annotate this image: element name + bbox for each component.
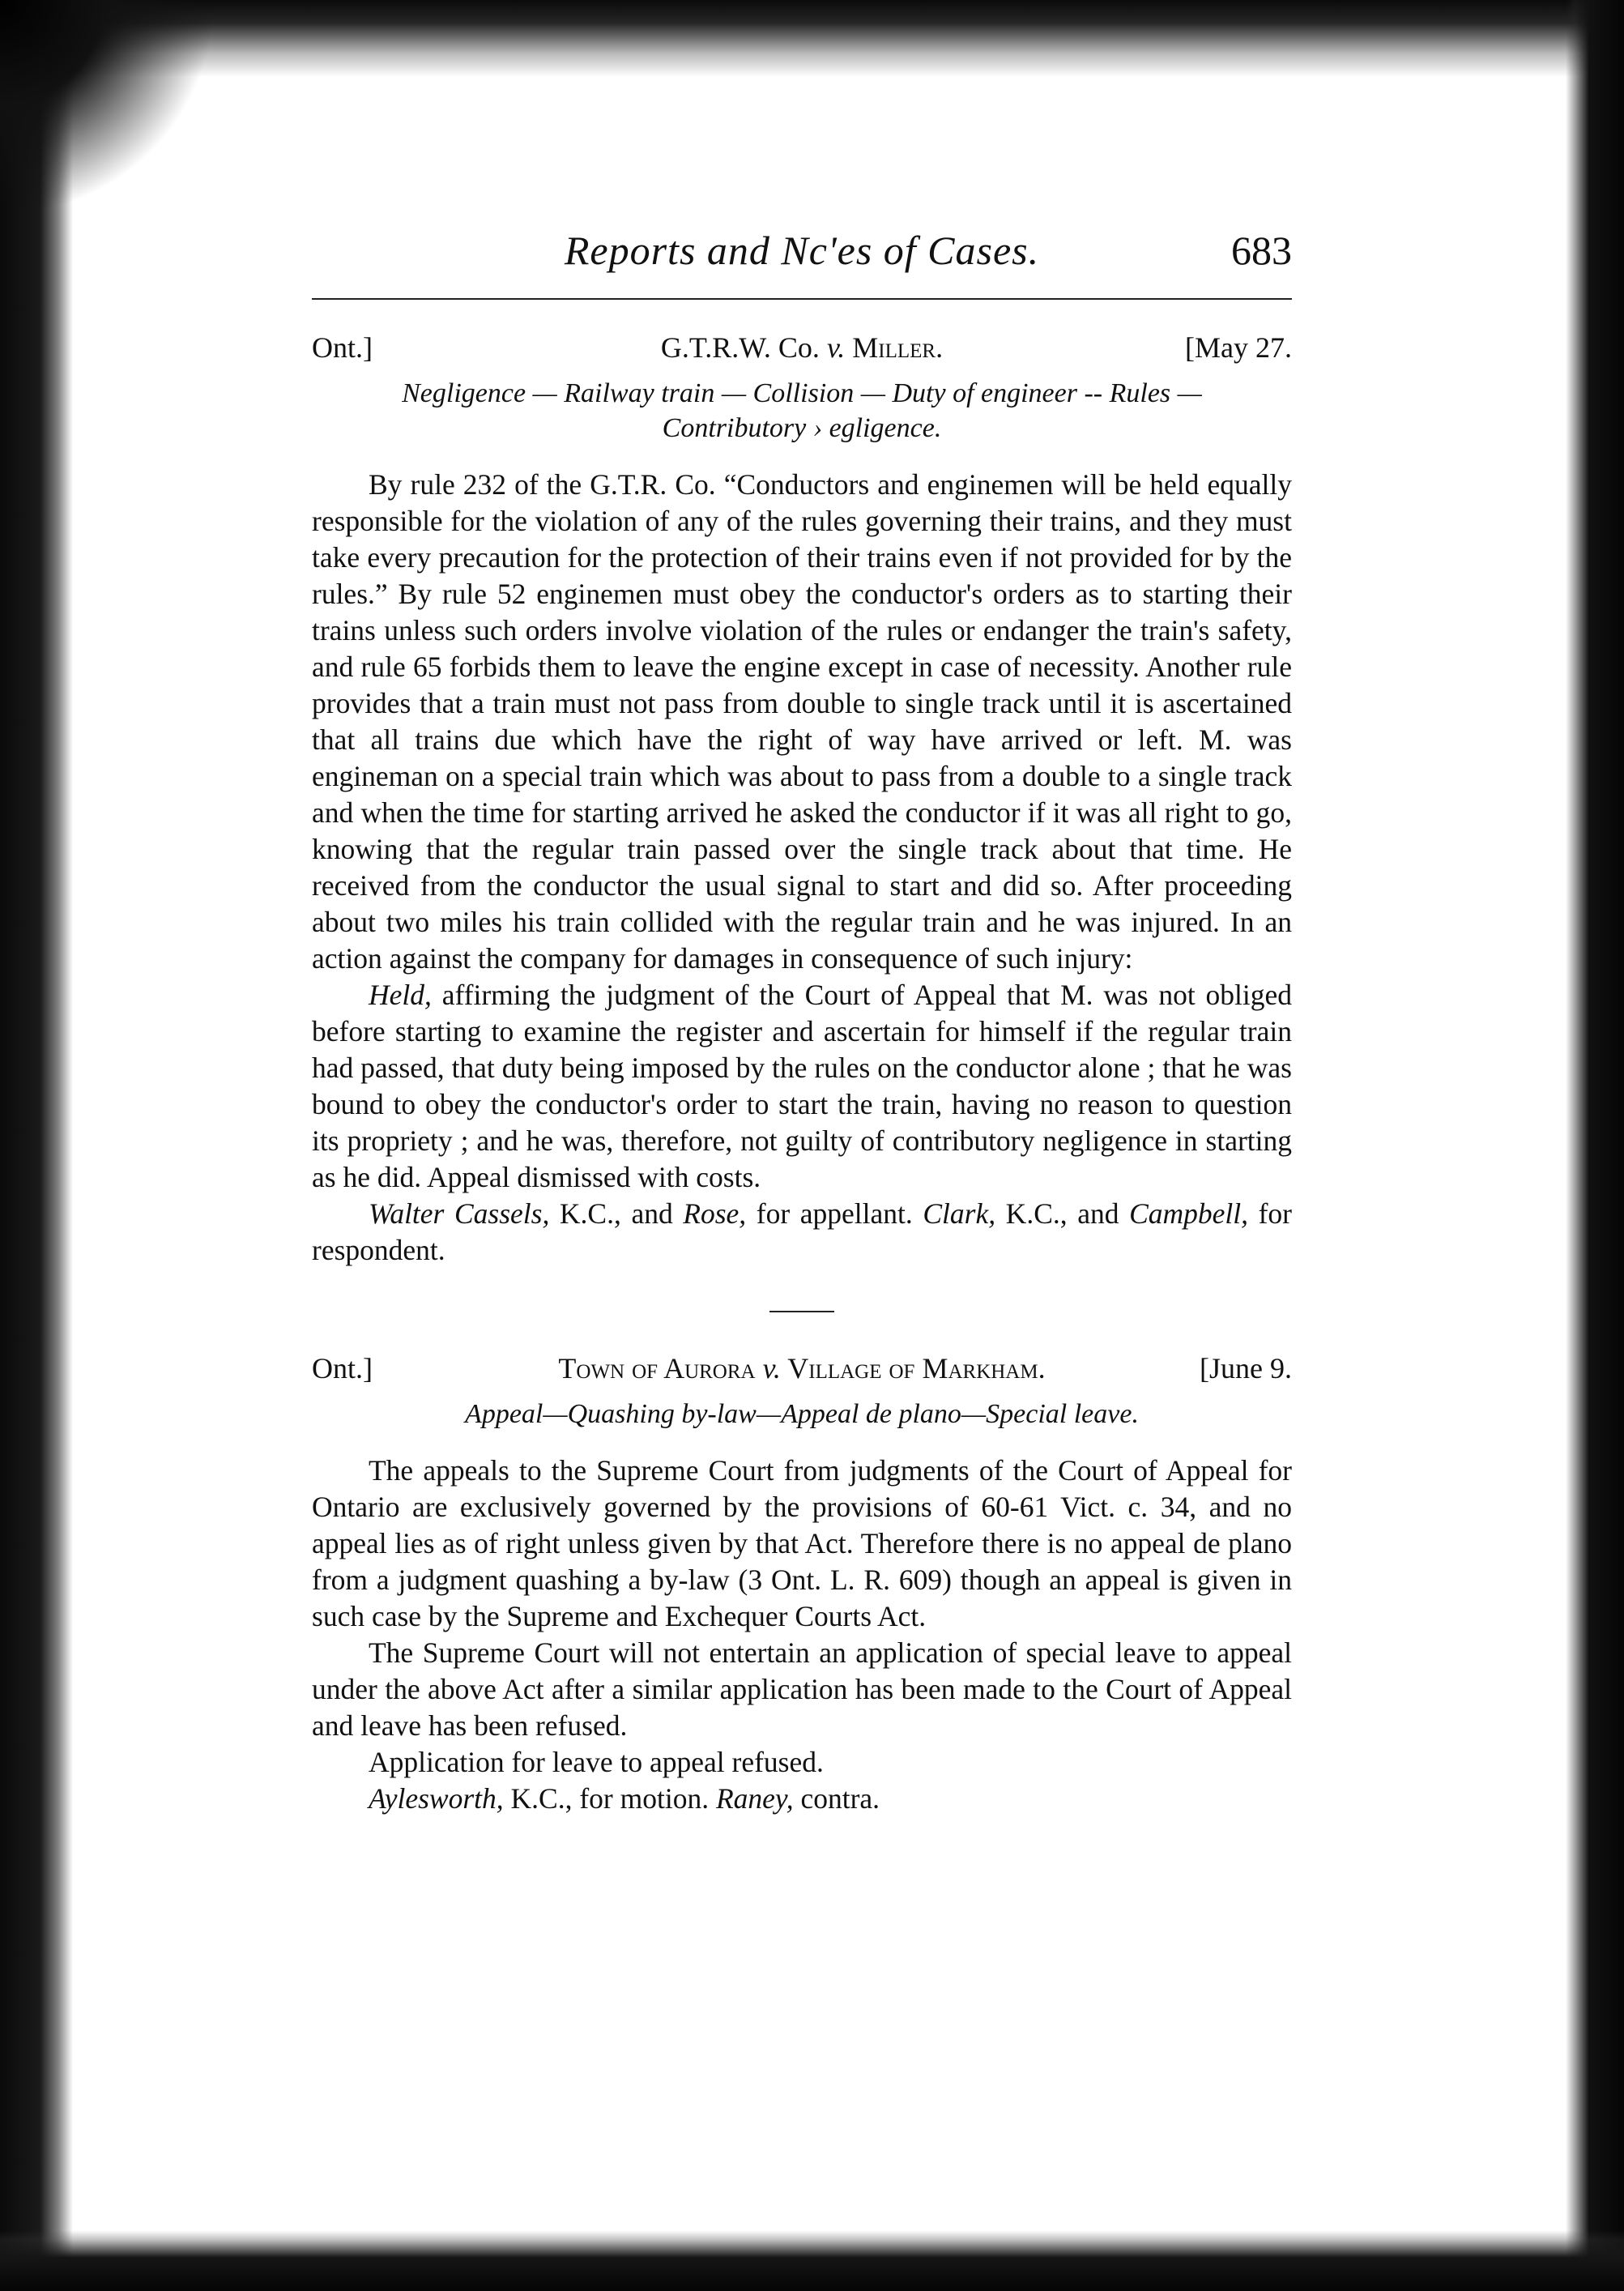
case-title-prefix: Town of Aurora (558, 1352, 763, 1384)
case-title-versus: v. (826, 331, 846, 364)
case-aurora (312, 1351, 1292, 1817)
page-content (312, 227, 1292, 1817)
case-heading (312, 1351, 1292, 1400)
headnote-line: Negligence — Railway train — Collision — Duty of engineer -- Rules — (402, 378, 1202, 408)
scan-edge-top (0, 0, 1624, 77)
case-title (312, 1351, 1292, 1385)
case-paragraph: The Supreme Court will not entertain an application of special leave to appeal under the above Act after a similar application has been made to the Court of Appeal and leave has been refused. (312, 1636, 1292, 1742)
case-paragraph: The appeals to the Supreme Court from judgments of the Court of Appeal for Ontario are exclusively governed by the provisions of 60-61 Vict. c. 34, and no appeal lies as of right unless given by that Act. Therefore there is no appeal de plano from a judgment quashing a by-law (3 Ont. L. R. 609) though an appeal is given in such case by the Supreme and Exchequer Courts Act. (312, 1454, 1292, 1632)
case-headnote: Appeal—Quashing by-law—Appeal de plano—Special leave. (465, 1399, 1139, 1429)
case-disposition: Application for leave to appeal refused. (369, 1746, 824, 1778)
case-holding (312, 977, 1292, 1196)
counsel-name: Clark, (923, 1197, 996, 1230)
counsel-text: K.C., and (549, 1197, 684, 1230)
case-headnote (312, 376, 1292, 446)
scan-edge-bottom (0, 2230, 1624, 2291)
page-number: 683 (1231, 228, 1292, 273)
case-date: [May 27. (1185, 331, 1292, 364)
counsel-text: K.C., for motion. (503, 1782, 716, 1815)
held-label: Held, (369, 979, 432, 1011)
case-heading (312, 331, 1292, 379)
case-divider (769, 1311, 834, 1312)
counsel-line (312, 1196, 1292, 1269)
case-title-party: Village of Markham. (780, 1352, 1046, 1384)
counsel-text: K.C., and (995, 1197, 1130, 1230)
counsel-name: Aylesworth, (369, 1782, 504, 1815)
case-title-party: Miller. (845, 331, 944, 364)
case-province: Ont.] (312, 331, 373, 364)
case-date: [June 9. (1200, 1352, 1292, 1384)
scan-corner-shadow (0, 0, 211, 211)
holding-text: affirming the judgment of the Court of Appeal that M. was not obliged before starting to examine the register and ascertain for himself if the regular train had passed, that duty being imposed by the rules on the conductor alone ; that he was bound to obey the conductor's order to start the train, having no reason to question its propriety ; and he was, therefore, not guilty of contributory negligence in starting as he did. Appeal dismissed with costs. (312, 979, 1292, 1193)
case-title-prefix: G.T.R.W. Co. (660, 331, 827, 364)
counsel-text: contra. (793, 1782, 880, 1815)
running-title: Reports and Nc'es of Cases. (564, 228, 1040, 273)
case-title (312, 331, 1292, 365)
running-head (312, 227, 1292, 292)
counsel-name: Rose, (683, 1197, 747, 1230)
counsel-name: Campbell, (1129, 1197, 1248, 1230)
case-province: Ont.] (312, 1352, 373, 1384)
headnote-line: Contributory › egligence. (662, 413, 942, 443)
scan-edge-right (1566, 0, 1624, 2291)
case-paragraph: By rule 232 of the G.T.R. Co. “Conductors and enginemen will be held equally responsible for the violation of any of the rules governing their trains, and they must take every precaution for the protection of their trains even if not provided for by the rules.” By rule 52 enginemen must obey the conductor's orders as to starting their trains unless such orders involve violation of the rules or endanger the train's safety, and rule 65 forbids them to leave the engine except in case of necessity. Another rule provides that a train must not pass from double to single track until it is ascertained that all trains due which have the right of way have arrived or left. M. was engineman on a special train which was about to pass from a double to a single track and when the time for starting arrived he asked the conductor if it was all right to go, knowing that the regular train passed over the single track about that time. He received from the conductor the usual signal to start and did so. After proceeding about two miles his train collided with the regular train and he was injured. In an action against the company for damages in consequence of such injury: (312, 468, 1292, 975)
counsel-text: for appellant. (746, 1197, 923, 1230)
counsel-line (312, 1781, 1292, 1817)
counsel-text: for respondent. (312, 1197, 1292, 1266)
counsel-name: Raney, (715, 1782, 794, 1815)
scan-edge-left (0, 0, 73, 2291)
case-title-versus: v. (762, 1352, 781, 1384)
case-miller (312, 331, 1292, 1269)
header-rule (312, 298, 1292, 300)
counsel-name: Walter Cassels, (369, 1197, 550, 1230)
